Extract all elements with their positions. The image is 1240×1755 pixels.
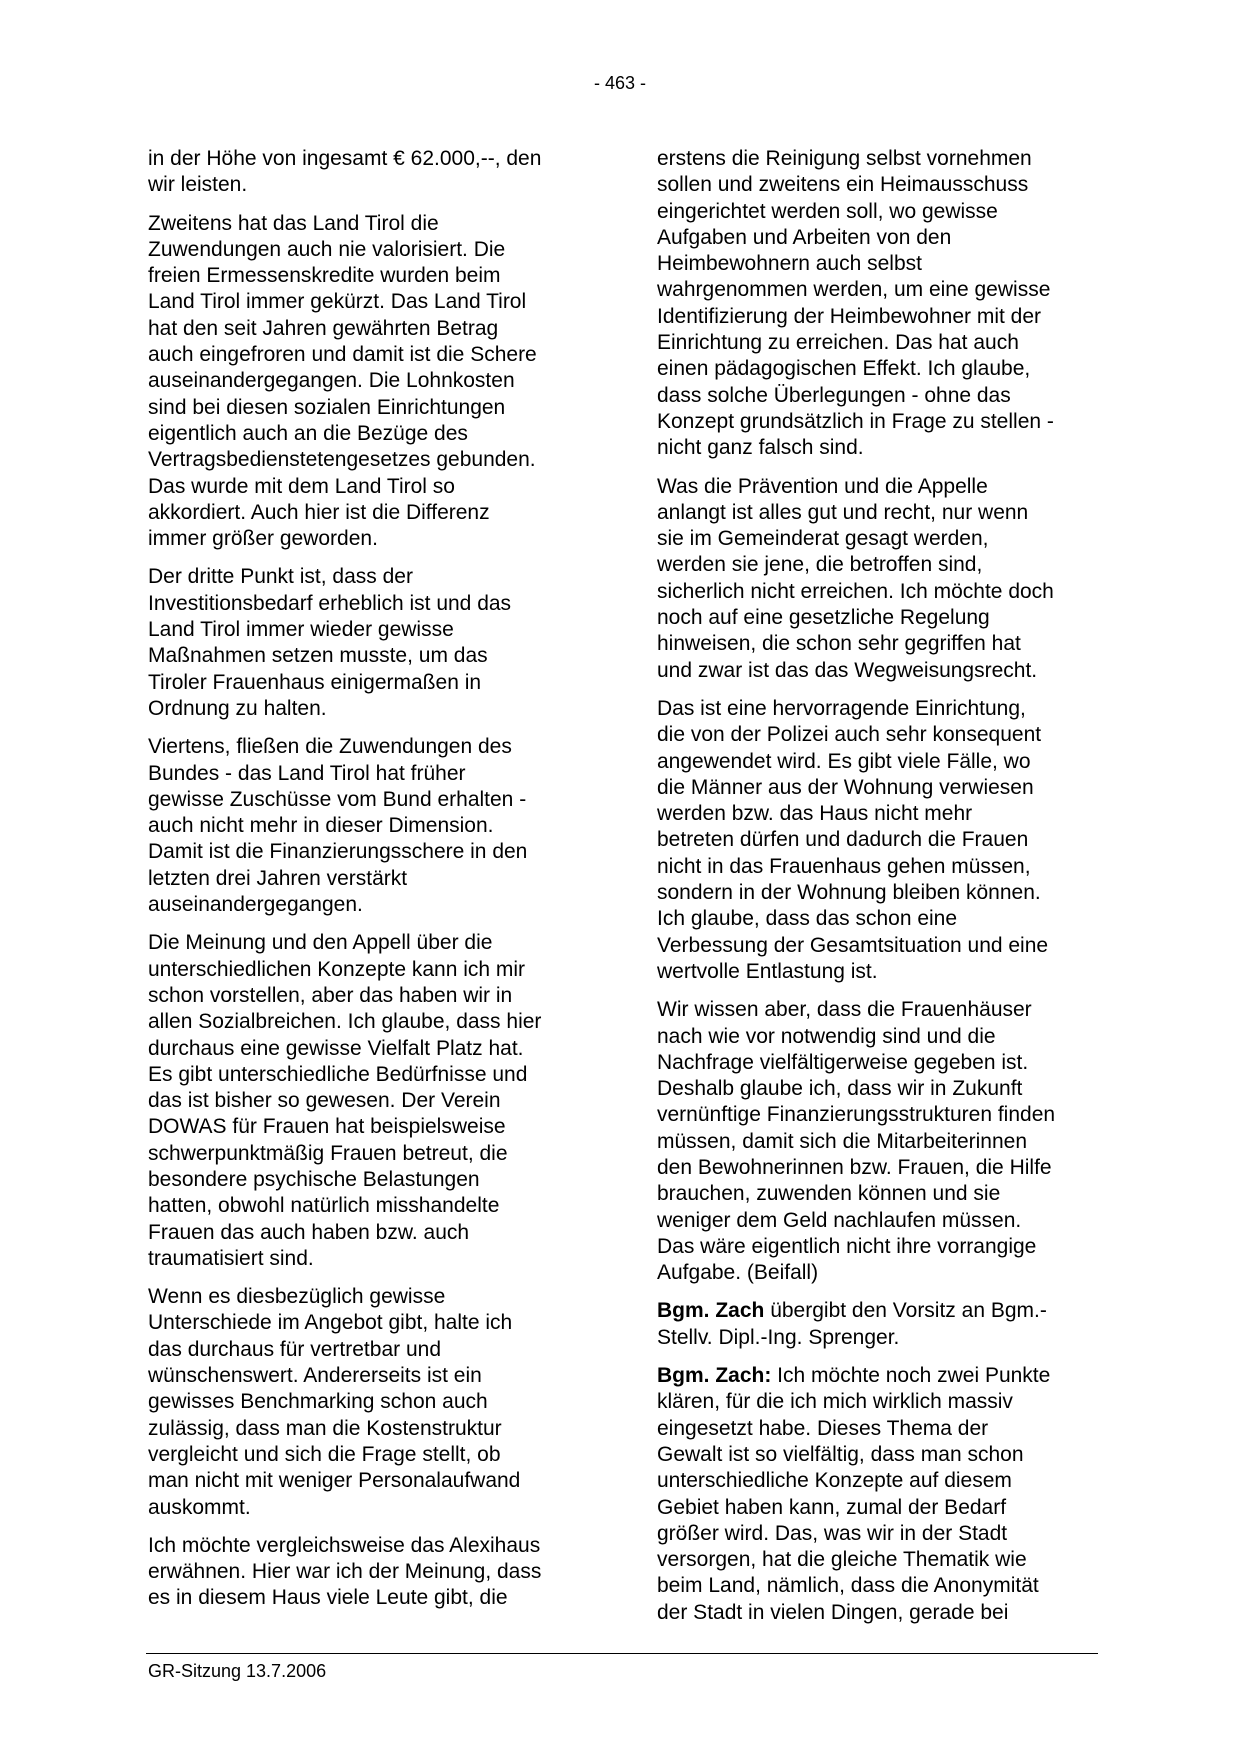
- paragraph: erstens die Reinigung selbst vornehmen sollen und zweitens ein Heimausschuss eingerichtet werden soll, wo gewisse Aufgaben und Arbeiten von den Heimbewohnern auch selbst wahrgenommen werden, um eine gewisse Identifizierung der Heimbewohner mit der Einrichtung zu erreichen. Das hat auch einen pädagogischen Effekt. Ich glaube, dass solche Überlegungen - ohne das Konzept grundsätzlich in Frage zu stellen - nicht ganz falsch sind.: [657, 147, 1054, 460]
- footer-session-label: GR-Sitzung 13.7.2006: [148, 1661, 327, 1681]
- page-number: - 463 -: [593, 73, 647, 93]
- footer-divider: [146, 1653, 1098, 1654]
- paragraph: Was die Prävention und die Appelle anlangt ist alles gut und recht, nur wenn sie im Gemeinderat gesagt werden, werden sie jene, die betroffen sind, sicherlich nicht erreichen. Ich möchte doch noch auf eine gesetzliche Regelung hinweisen, die schon sehr gegriffen hat und zwar ist das das Wegweisungsrecht.: [657, 474, 1054, 682]
- right-column: [657, 146, 1097, 1638]
- paragraph: Wenn es diesbezüglich gewisse Unterschiede im Angebot gibt, halte ich das durchaus für vertretbar und wünschenswert. Andererseits ist ein gewisses Benchmarking schon auch zulässig, dass man die Kostenstruktur vergleicht und sich die Frage stellt, ob man nicht mit weniger Personalaufwand auskommt.: [148, 1285, 521, 1519]
- paragraph: Ich möchte vergleichsweise das Alexihaus erwähnen. Hier war ich der Meinung, dass es in diesem Haus viele Leute gibt, die: [148, 1533, 542, 1610]
- paragraph: Wir wissen aber, dass die Frauenhäuser nach wie vor notwendig sind und die Nachfrage vielfältigerweise gegeben ist. Deshalb glaube ich, dass wir in Zukunft vernünftige Finanzierungsstrukturen finden müssen, damit sich die Mitarbeiterinnen den Bewohnerinnen bzw. Frauen, die Hilfe brauchen, zuwenden können und sie weniger dem Geld nachlaufen müssen. Das wäre eigentlich nicht ihre vorrangige Aufgabe. (Beifall): [657, 998, 1056, 1285]
- statement-text: Ich möchte noch zwei Punkte klären, für die ich mich wirklich massiv eingesetzt habe. Dieses Thema der Gewalt ist so vielfältig, dass man schon unterschiedliche Konzepte auf diesem Gebiet haben kann, zumal der Bedarf größer wird. Das, was wir in der Stadt versorgen, hat die gleiche Thematik wie beim Land, nämlich, dass die Anonymität der Stadt in vielen Dingen, gerade bei: [657, 1364, 1051, 1624]
- speaker-name: Bgm. Zach:: [657, 1364, 772, 1388]
- paragraph: Der dritte Punkt ist, dass der Investitionsbedarf erheblich ist und das Land Tirol immer wieder gewisse Maßnahmen setzen musste, um das Tiroler Frauenhaus einigermaßen in Ordnung zu halten.: [148, 565, 512, 720]
- speaker-statement: [657, 1363, 1097, 1626]
- paragraph: Viertens, fließen die Zuwendungen des Bundes - das Land Tirol hat früher gewisse Zuschüsse vom Bund erhalten - auch nicht mehr in dieser Dimension. Damit ist die Finanzierungsschere in den letzten drei Jahren verstärkt auseinandergegangen.: [148, 735, 528, 917]
- note-text: übergibt den Vorsitz an Bgm.- Stellv. Dipl.-Ing. Sprenger.: [657, 1299, 1047, 1349]
- chair-handover-note: [657, 1298, 1097, 1351]
- paragraph: Die Meinung und den Appell über die unterschiedlichen Konzepte kann ich mir schon vorstellen, aber das haben wir in allen Sozialbreichen. Ich glaube, dass hier durchaus eine gewisse Vielfalt Platz hat. Es gibt unterschiedliche Bedürfnisse und das ist bisher so gewesen. Der Verein DOWAS für Frauen hat beispielsweise schwerpunktmäßig Frauen betreut, die besondere psychische Belastungen hatten, obwohl natürlich misshandelte Frauen das auch haben bzw. auch traumatisiert sind.: [148, 931, 542, 1270]
- paragraph: Das ist eine hervorragende Einrichtung, die von der Polizei auch sehr konsequent angewendet wird. Es gibt viele Fälle, wo die Männer aus der Wohnung verwiesen werden bzw. das Haus nicht mehr betreten dürfen und dadurch die Frauen nicht in das Frauenhaus gehen müssen, sondern in der Wohnung bleiben können. Ich glaube, dass das schon eine Verbessung der Gesamtsituation und eine wertvolle Entlastung ist.: [657, 696, 1049, 983]
- paragraph: Zweitens hat das Land Tirol die Zuwendungen auch nie valorisiert. Die freien Ermessenskredite wurden beim Land Tirol immer gekürzt. Das Land Tirol hat den seit Jahren gewährten Betrag auch eingefroren und damit ist die Schere auseinandergegangen. Die Lohnkosten sind bei diesen sozialen Einrichtungen eigentlich auch an die Bezüge des Vertragsbedienstetengesetzes gebunden. Das wurde mit dem Land Tirol so akkordiert. Auch hier ist die Differenz immer größer geworden.: [148, 211, 537, 551]
- speaker-name: Bgm. Zach: [657, 1299, 765, 1323]
- left-column: [148, 146, 594, 1624]
- paragraph: in der Höhe von ingesamt € 62.000,--, den wir leisten.: [148, 147, 542, 197]
